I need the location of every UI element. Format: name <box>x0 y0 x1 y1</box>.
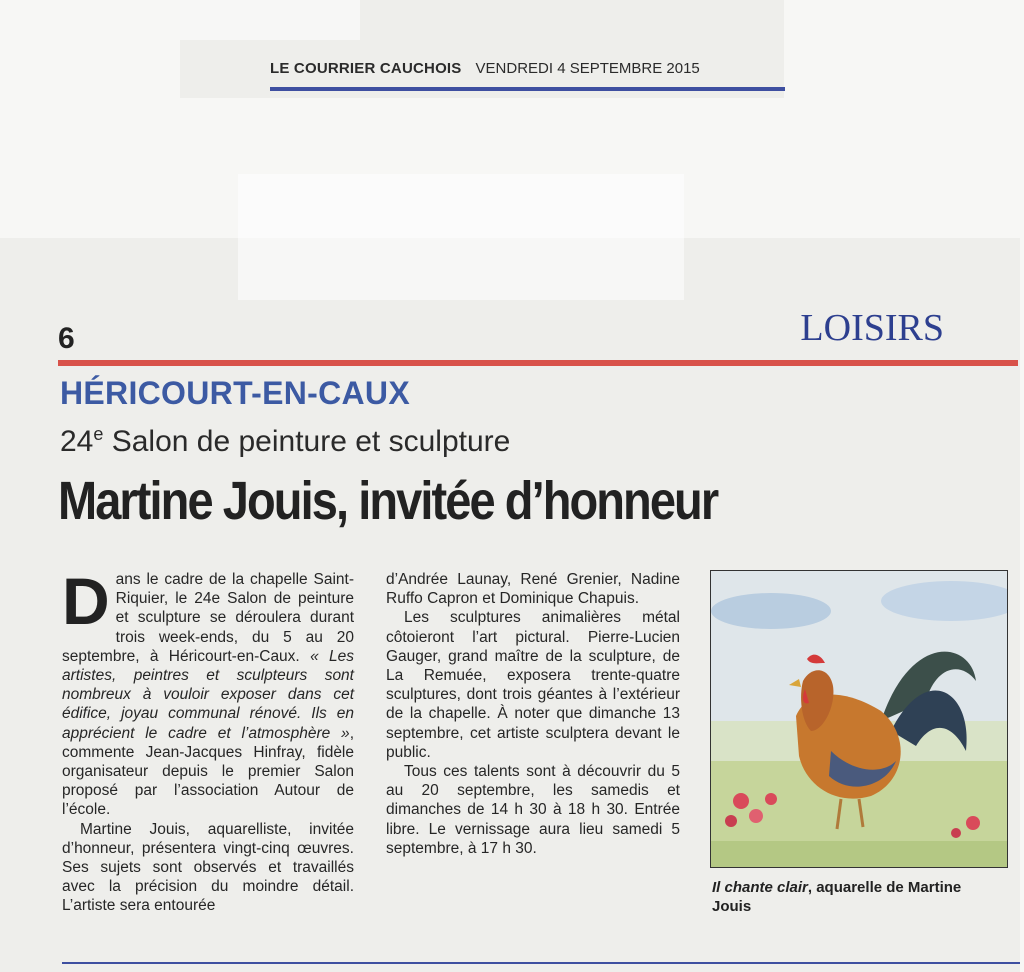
rooster-illustration <box>711 571 1007 867</box>
paragraph: d’Andrée Launay, René Grenier, Nadine Ruffo Capron et Dominique Chapuis. <box>386 571 680 608</box>
tape-strip <box>238 174 684 300</box>
rooster-watercolor-image <box>710 570 1008 868</box>
publication-name: LE COURRIER CAUCHOIS <box>270 60 462 77</box>
page-number: 6 <box>58 322 75 355</box>
paragraph-text: ans le cadre de la chapelle Saint-Riquier, le 24e Salon de peinture et sculpture se déroulera durant trois week-ends, du 5 au 20 septembre, à Héricourt-en-Caux. <box>62 571 354 665</box>
publication-date: VENDREDI 4 SEPTEMBRE 2015 <box>475 60 700 77</box>
bottom-rule <box>62 962 1020 964</box>
article-kicker <box>60 424 510 459</box>
paragraph-text: , commente Jean-Jacques Hinfray, fidèle organisateur depuis le premier Salon proposé par l’association Autour de l’école. <box>62 724 354 819</box>
clipping-masthead <box>270 60 785 77</box>
paragraph <box>62 564 354 820</box>
article-locality: HÉRICOURT-EN-CAUX <box>60 375 410 411</box>
article-column-1 <box>62 564 354 916</box>
paragraph: Les sculptures animalières métal côtoieront l’art pictural. Pierre-Lucien Gauger, grand maître de la sculpture, de La Remuée, exposera trente-quatre sculptures, dont trois géantes à l’extérieur de la chapelle. À noter que dimanche 13 septembre, cet artiste sculptera devant le public. <box>386 609 680 761</box>
article-column-2 <box>386 570 680 858</box>
article-headline: Martine Jouis, invitée d’honneur <box>58 471 718 531</box>
masthead-rule <box>270 87 785 91</box>
section-rule <box>58 360 1018 366</box>
paragraph: Martine Jouis, aquarelliste, invitée d’honneur, présentera vingt-cinq œuvres. Ses sujets sont observés et travaillés avec la précision du moindre détail. L’artiste sera entourée <box>62 820 354 915</box>
drop-cap: D <box>62 564 110 638</box>
kicker-number: 24 <box>60 425 94 458</box>
kicker-text: Salon de peinture et sculpture <box>103 425 511 458</box>
image-caption <box>712 878 1004 916</box>
section-title: LOISIRS <box>800 307 944 349</box>
quote-text: « Les artistes, peintres et sculpteurs sont nombreux à vouloir exposer dans cet édifice, joyau communal rénové. Ils en apprécient le cadre et l’atmosphère » <box>62 647 354 742</box>
tape-strip <box>180 0 360 40</box>
paragraph: Tous ces talents sont à découvrir du 5 au 20 septembre, les samedis et dimanches de 14 h 30 à 18 h 30. Entrée libre. Le vernissage aura lieu samedi 5 septembre, à 17 h 30. <box>386 763 680 857</box>
caption-title: Il chante clair <box>712 879 808 896</box>
kicker-suffix: e <box>93 424 104 444</box>
caption-text: , aquarelle de Martine Jouis <box>712 879 962 915</box>
